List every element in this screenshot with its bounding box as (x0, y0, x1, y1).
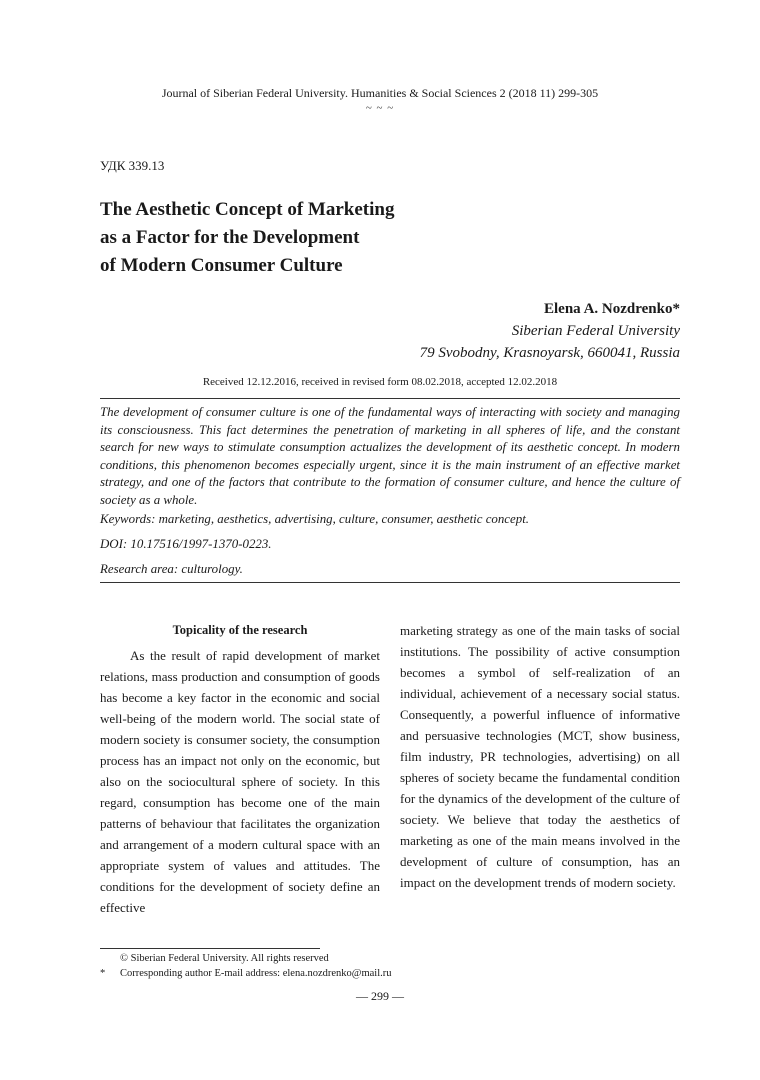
corresponding-author-note: Corresponding author E-mail address: elena.nozdrenko@mail.ru (120, 968, 392, 979)
doi: DOI: 10.17516/1997-1370-0223. (100, 537, 272, 551)
footnotes (100, 951, 680, 981)
body-paragraph-right: marketing strategy as one of the main tasks of social institutions. The possibility of active consumption becomes a symbol of self-realization of an individual, achievement of a necessary social status. Consequently, a powerful influence of informative and persuasive technologies (MCT, show business, film industry, PR technologies, advertising) on all spheres of society became the fundamental condition for the dynamics of the development of the culture of society. We believe that today the aesthetics of marketing as one of the main means involved in the development of culture of consumption, has an impact on the development trends of modern society. (400, 623, 680, 890)
author-block (420, 298, 680, 364)
abstract: The development of consumer culture is one of the fundamental ways of interacting with society and managing its consciousness. This fact determines the penetration of marketing in all spheres of life, and the constant search for new ways to stimulate consumption actualizes the development of its aesthetic concept. In modern conditions, this phenomenon becomes especially urgent, since it is the main instrument of an effective market strategy, and one of the factors that contribute to the formation of consumer culture, and hence the culture of society as a whole. (100, 405, 680, 507)
title-line-1: The Aesthetic Concept of Marketing (100, 199, 395, 220)
page-number: — 299 — (356, 989, 404, 1003)
author-name: Elena A. Nozdrenko* (544, 301, 680, 317)
journal-header: Journal of Siberian Federal University. Humanities & Social Sciences 2 (2018 11) 299-305 (161, 86, 599, 100)
copyright-note: © Siberian Federal University. All rights reserved (120, 953, 329, 964)
body-column-left (100, 620, 380, 918)
body-paragraph-left: As the result of rapid development of market relations, mass production and consumption of goods has become a key factor in the economic and social well-being of the modern world. The social state of modern society is consumer society, the consumption process has an impact not only on the economic, but also on the sociocultural sphere of society. In this regard, consumption has become one of the main patterns of behaviour that facilitates the organization and arrangement of a modern cultural space with an appropriate system of values and attitudes. The conditions for the development of society define an effective (100, 648, 380, 915)
author-affiliation: Siberian Federal University (511, 323, 680, 339)
abstract-top-rule (100, 398, 680, 399)
received-dates: Received 12.12.2016, received in revised form 08.02.2018, accepted 12.02.2018 (202, 376, 558, 388)
research-area: Research area: culturology. (100, 562, 243, 576)
keywords: Keywords: marketing, aesthetics, advertising, culture, consumer, aesthetic concept. (100, 512, 529, 526)
udk-code: УДК 339.13 (100, 158, 165, 173)
body-column-right (400, 620, 680, 893)
author-address: 79 Svobodny, Krasnoyarsk, 660041, Russia (419, 345, 680, 361)
footnote-star: * (100, 968, 106, 979)
article-title (100, 196, 520, 280)
title-line-2: as a Factor for the Development (100, 227, 360, 248)
title-line-3: of Modern Consumer Culture (100, 255, 343, 276)
header-ornament: ~ ~ ~ (365, 102, 395, 114)
footnote-rule (100, 948, 320, 949)
abstract-bottom-rule (100, 582, 680, 583)
section-title: Topicality of the research (172, 623, 308, 637)
